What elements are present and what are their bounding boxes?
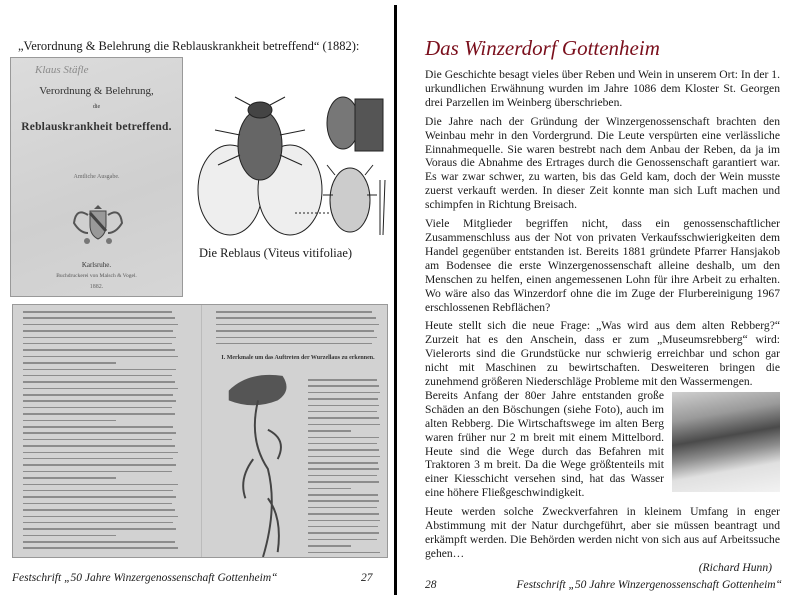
scan-text-line: [308, 494, 378, 496]
scan-text-line: [308, 513, 379, 515]
cover-title-line1: Verordnung & Belehrung,: [39, 85, 154, 97]
scan-text-line: [23, 445, 175, 447]
cover-place: Karlsruhe.: [81, 261, 112, 269]
page-divider: [394, 5, 397, 595]
scan-text-line: [23, 509, 175, 511]
document-caption: „Verordnung & Belehrung die Reblauskrankheit betreffend“ (1882):: [18, 39, 360, 53]
scan-text-line: [308, 462, 378, 464]
paragraph: Viele Mitglieder begriffen nicht, dass ein genossenschaftlicher Zusammenschluss aus der Not von privaten Verkaufsschwierigkeiten dem Handel gegenüber entstanden ist. Bereits 1881 gründete Pfarrer Hansjakob am Bodensee die erste Winzergenossenschaft alleine deshalb, um den Menschen zu helfen, einen angemessenen Lohn für ihre Arbeit zu erhalten. Wo wäre also das Winzerdorf ohne die im Zuge der Flurbereinigung 1967 erschlossenen Rebflächen?: [425, 217, 780, 314]
scan-text-line: [23, 528, 176, 530]
paragraph: Bereits Anfang der 80er Jahre entstanden große Schäden an den Böschungen (siehe Foto), auch im alten Rebberg. Die Wirtschaftswege im alten Berg waren früher nur 2 m breit mit einem Mittelbord. Heute sind die Wege durch das Befahren mit Traktoren 3 m breit. Da die Wege größtenteils mit einer Kiesschicht versehen sind, hat das Wasser eine höhere Fließgeschwindigkeit.: [425, 388, 664, 500]
scan-text-line: [23, 522, 173, 524]
insect-caption: Die Reblaus (Viteus vitifoliae): [199, 246, 353, 260]
paragraph: Heute werden solche Zweckverfahren in kleinem Umfang in enger Abstimmung mit der Natur durchgeführt, aber sie müssen beantragt und erkämpft werden. Die Behörden werden nicht von sich aus auf Arbeitssuche gehen…: [425, 505, 780, 560]
scan-text-line: [23, 381, 175, 383]
scan-text-line: [23, 362, 116, 364]
scan-text-line: [308, 475, 377, 477]
right-page: [398, 0, 800, 600]
scan-text-line: [23, 311, 172, 313]
cover-edition: Amtliche Ausgabe.: [73, 174, 120, 180]
scan-text-line: [216, 317, 376, 319]
scan-text-line: [308, 424, 380, 426]
scan-text-line: [23, 458, 173, 460]
page-title: Das Winzerdorf Gottenheim: [425, 36, 660, 60]
scan-text-line: [23, 337, 176, 339]
scan-text-line: [308, 411, 377, 413]
phylloxera-illustration: [195, 95, 395, 240]
paragraph: Die Jahre nach der Gründung der Winzergenossenschaft brachten den Weinbau mehr in den Vordergrund. Die Leute verspürten eine verlässliche Einnahmequelle. Sie waren bestrebt nach dem Anbau der Reben, da ja im Voraus die Abnahme des Ertrages durch die Genossenschaft garantiert war. Es war zwar schwer, zu warten, bis das Geld kam, doch der Wein musste zuerst verkauft werden. In dieser Zeit konnte man sich Luft machen und schimpfen in Richtung Breisach.: [425, 114, 780, 212]
scan-text-line: [23, 324, 178, 326]
scan-text-line: [23, 420, 116, 422]
scan-text-line: [23, 484, 178, 486]
cover-title-line2: die: [92, 104, 101, 110]
scan-text-line: [308, 552, 380, 554]
scan-text-line: [23, 535, 116, 537]
scan-text-line: [23, 413, 175, 415]
left-page-number: 27: [361, 572, 373, 584]
scan-text-line: [308, 430, 351, 432]
scan-text-line: [308, 526, 378, 528]
vine-root-illustration: [223, 371, 303, 557]
scan-text-line: [23, 516, 178, 518]
scan-text-line: [23, 452, 178, 454]
scan-text-line: [23, 394, 173, 396]
scan-text-line: [216, 337, 377, 339]
cover-year: 1882.: [89, 284, 104, 290]
scan-text-line: [308, 500, 379, 502]
scan-text-line: [216, 324, 379, 326]
scan-text-line: [308, 481, 379, 483]
old-text-column-left: [23, 311, 178, 554]
cover-signature: Klaus Stäfle: [35, 64, 89, 76]
scan-text-line: [23, 464, 176, 466]
scan-text-line: [308, 449, 379, 451]
book-cover-image: [10, 57, 183, 297]
old-text-column-right-bottom: [308, 379, 380, 558]
page-fold: [201, 305, 202, 557]
scan-text-line: [308, 443, 377, 445]
scan-text-line: [308, 468, 379, 470]
scan-text-line: [308, 539, 377, 541]
scan-text-line: [23, 547, 178, 549]
scan-text-line: [23, 330, 173, 332]
scan-text-line: [308, 488, 351, 490]
scan-text-line: [23, 356, 178, 358]
scan-text-line: [308, 405, 379, 407]
scan-text-line: [23, 317, 175, 319]
author-credit: (Richard Hunn): [698, 560, 772, 574]
scan-text-line: [23, 471, 172, 473]
scan-text-line: [23, 490, 173, 492]
right-page-footer: Festschrift „50 Jahre Winzergenossenschaft Gottenheim“: [516, 579, 782, 591]
paragraph: Heute stellt sich die neue Frage: „Was wird aus dem alten Rebberg?“ Zurzeit hat es den Anschein, dass er zum „Museumsrebberg“ wird: Vielerorts sind die Grundstücke nur schwierig erreichbar und schon gar nicht mit Maschinen zu bewirtschaften. Desweiteren bringen die zunehmend größeren Niederschläge Probleme mit den Wassermengen.: [425, 319, 780, 389]
scan-text-line: [308, 456, 380, 458]
scan-text-line: [216, 311, 372, 313]
scan-text-line: [23, 426, 173, 428]
left-page-footer: Festschrift „50 Jahre Winzergenossenschaft Gottenheim“: [12, 572, 278, 584]
scan-text-line: [23, 375, 172, 377]
coat-of-arms-icon: [73, 201, 123, 245]
scan-text-line: [23, 496, 176, 498]
right-page-number: 28: [425, 579, 437, 591]
scan-text-line: [23, 407, 172, 409]
scan-text-line: [23, 477, 116, 479]
scan-text-line: [308, 392, 380, 394]
scan-text-line: [23, 388, 178, 390]
cover-title-line3: Reblauskrankheit betreffend.: [21, 121, 172, 133]
scan-text-line: [308, 417, 379, 419]
erosion-damage-photo: [672, 392, 780, 492]
scan-text-line: [216, 330, 374, 332]
scan-text-line: [23, 349, 175, 351]
scan-text-line: [308, 398, 378, 400]
old-page-heading: I. Merkmale um das Auftreten der Wurzellaus zu erkennen.: [221, 355, 375, 361]
scan-text-line: [216, 343, 372, 345]
scan-text-line: [308, 520, 380, 522]
scan-text-line: [308, 437, 379, 439]
scan-text-line: [308, 532, 379, 534]
scan-text-line: [308, 385, 379, 387]
cover-printer: Buchdruckerei von Malsch & Vogel.: [56, 273, 137, 279]
left-page: [0, 0, 394, 600]
article-body: [425, 68, 780, 575]
scan-text-line: [308, 379, 377, 381]
scan-text-line: [23, 541, 175, 543]
scan-text-line: [23, 439, 172, 441]
old-text-column-right-top: [216, 311, 379, 349]
scan-text-line: [23, 503, 172, 505]
paragraph: Die Geschichte besagt vieles über Reben und Wein in unserem Ort: In der 1. urkundlichen Erwähnung wurden im Jahre 1086 dem Kloster St. Georgen drei Parzellen im Weinberg überschrieben.: [425, 68, 780, 109]
scan-text-line: [23, 400, 176, 402]
historic-document-page-image: [12, 304, 388, 558]
scan-text-line: [23, 432, 176, 434]
scan-text-line: [308, 507, 377, 509]
scan-text-line: [23, 343, 172, 345]
scan-text-line: [23, 369, 176, 371]
scan-text-line: [308, 545, 351, 547]
